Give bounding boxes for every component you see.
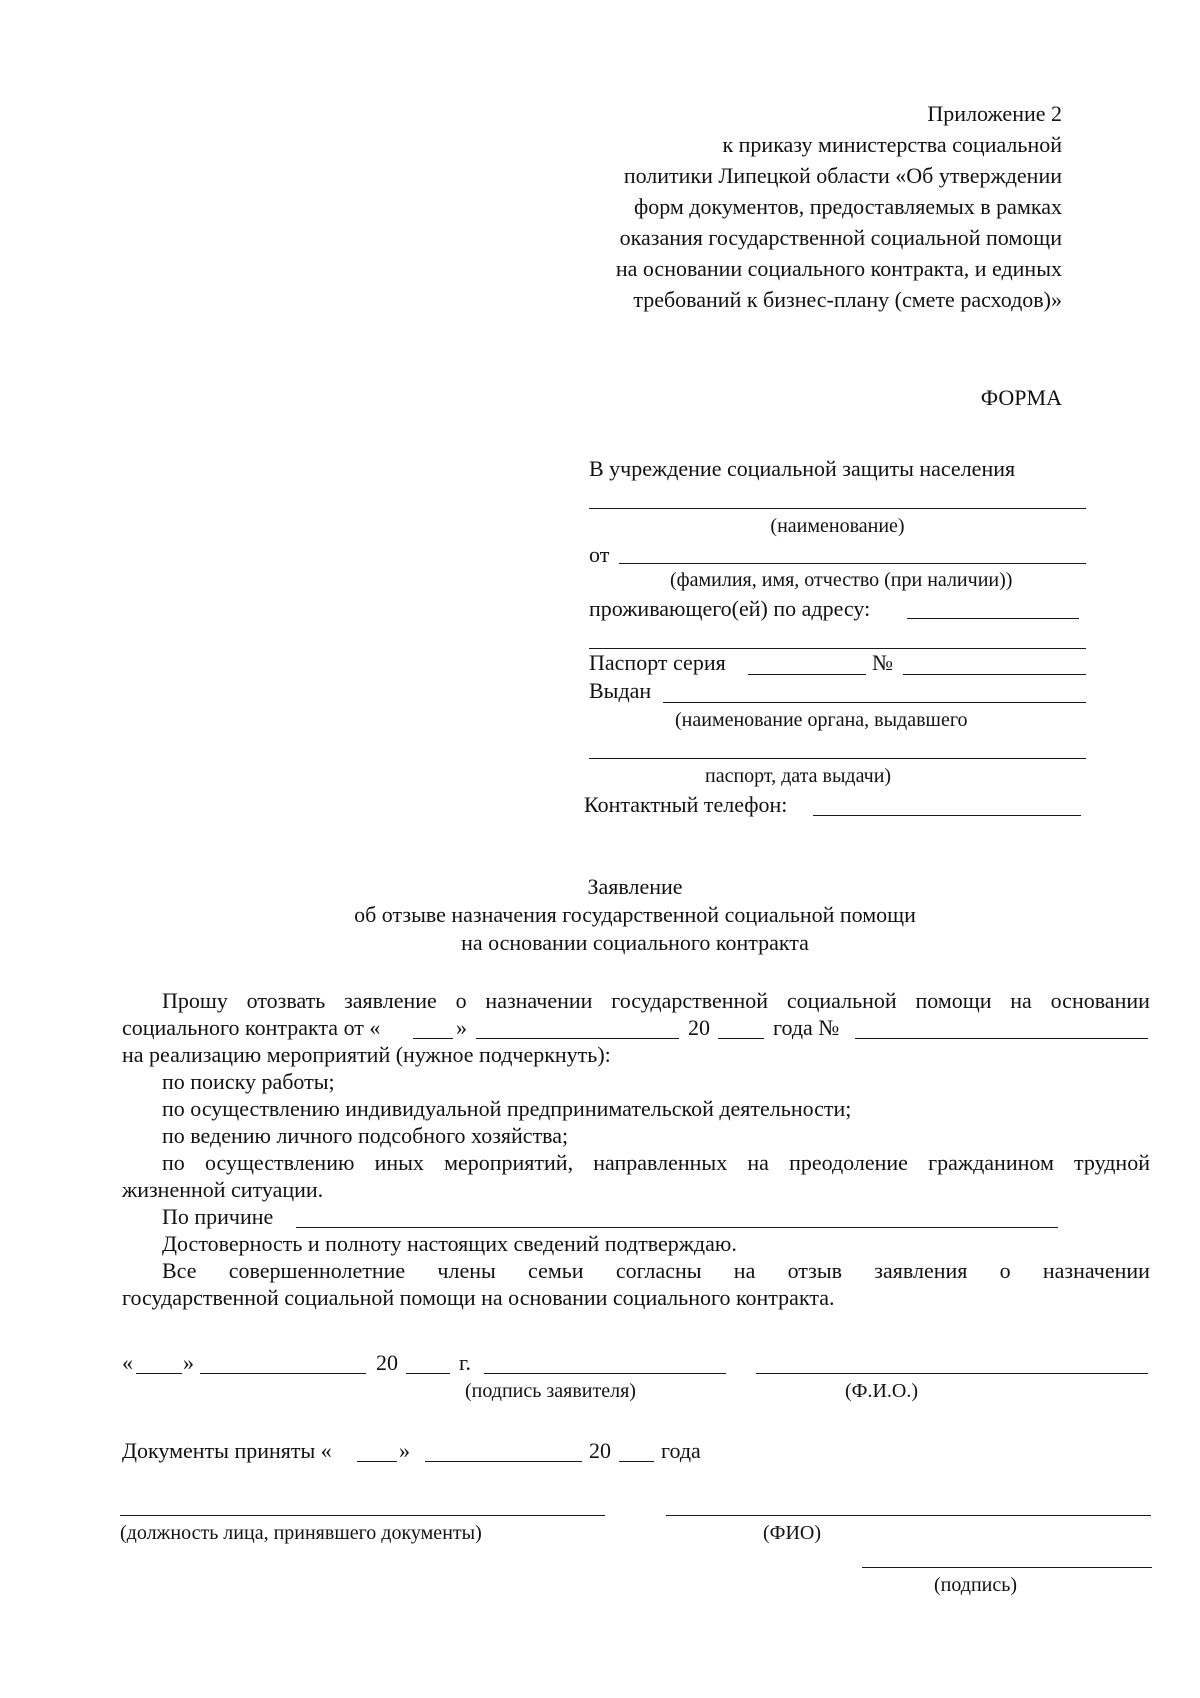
year-suffix: года [661,1438,701,1463]
option-entrepreneurship[interactable]: по осуществлению индивидуальной предпринимательской деятельности; [162,1096,852,1121]
year-suffix: г. [459,1350,472,1375]
reason-label: По причине [162,1204,274,1229]
caption-officer-fio: (ФИО) [763,1522,822,1544]
caption-applicant-signature: (подпись заявителя) [465,1380,636,1402]
paragraph-line: Прошу отозвать заявление о назначении государственной социальной помощи на основании [162,988,1150,1013]
phone-field[interactable] [813,815,1081,816]
institution-name-field[interactable] [589,508,1086,509]
header-line: оказания государственной социальной помощи [619,225,1062,250]
sign-month-field[interactable] [200,1373,366,1374]
year-prefix: 20 [376,1350,398,1375]
reason-field[interactable] [296,1227,1058,1228]
caption-officer-signature: (подпись) [934,1574,1018,1596]
contract-date-text: социального контракта от « [122,1015,381,1040]
contract-month-field[interactable] [476,1038,679,1039]
accept-day-field[interactable] [357,1461,397,1462]
contract-number-field[interactable] [855,1038,1148,1039]
caption-name: (наименование) [770,515,905,537]
header-line: форм документов, предоставляемых в рамках [633,194,1062,219]
title-line: Заявление [587,874,683,899]
passport-series-field[interactable] [748,674,866,675]
applicant-signature-field[interactable] [484,1373,726,1374]
form-label: ФОРМА [980,385,1062,410]
officer-signature-field[interactable] [862,1567,1152,1568]
phone-label: Контактный телефон: [584,792,788,817]
option-household[interactable]: по ведению личного подсобного хозяйства; [162,1123,569,1148]
caption-applicant-fio: (Ф.И.О.) [845,1380,919,1402]
sign-year-field[interactable] [406,1373,450,1374]
caption-issue-date: паспорт, дата выдачи) [705,765,892,787]
officer-fio-field[interactable] [666,1515,1151,1516]
applicant-fio-field[interactable] [619,563,1086,564]
contract-year-field[interactable] [718,1038,764,1039]
option-other-measures[interactable]: по осуществлению иных мероприятий, направленных на преодоление гражданином трудной [162,1150,1150,1175]
option-job-search[interactable]: по поиску работы; [162,1069,335,1094]
accept-year-field[interactable] [619,1461,654,1462]
from-label: от [589,542,610,567]
issued-label: Выдан [589,678,652,703]
header-line: требований к бизнес-плану (смете расходов)» [633,287,1062,312]
quote-close: » [399,1438,410,1463]
header-line: на основании социального контракта, и единых [615,256,1062,281]
officer-position-field[interactable] [120,1515,605,1516]
title-line: об отзыве назначения государственной социальной помощи [354,902,916,927]
address-field[interactable] [907,618,1079,619]
caption-officer-position: (должность лица, принявшего документы) [120,1522,482,1544]
caption-issuer: (наименование органа, выдавшего [675,709,968,731]
applicant-fio-sign-field[interactable] [756,1373,1148,1374]
documents-accepted-label: Документы приняты « [122,1438,332,1463]
quote-open: « [122,1350,133,1375]
year-prefix: 20 [589,1438,611,1463]
sign-day-field[interactable] [136,1373,182,1374]
quote-close: » [456,1015,467,1040]
year-prefix: 20 [688,1015,710,1040]
contract-number-label: года № [773,1015,840,1040]
paragraph-line: государственной социальной помощи на основании социального контракта. [122,1285,835,1310]
paragraph-line: жизненной ситуации. [122,1177,324,1202]
issued-by-field[interactable] [663,702,1086,703]
passport-number-field[interactable] [903,674,1086,675]
header-line: политики Липецкой области «Об утверждении [623,163,1062,188]
address-field-line2[interactable] [589,648,1086,649]
appendix-number: Приложение 2 [927,101,1062,126]
contract-day-field[interactable] [413,1038,453,1039]
passport-series-label: Паспорт серия [589,650,726,675]
title-line: на основании социального контракта [461,930,809,955]
addressee-to: В учреждение социальной защиты населения [589,456,1016,481]
confirm-statement: Достоверность и полноту настоящих сведений подтверждаю. [162,1231,737,1256]
number-sign: № [872,650,893,675]
paragraph-line: Все совершеннолетние члены семьи согласны на отзыв заявления о назначении [162,1258,1150,1283]
paragraph-line: на реализацию мероприятий (нужное подчеркнуть): [122,1042,611,1067]
header-line: к приказу министерства социальной [722,132,1062,157]
issued-by-field-line2[interactable] [589,758,1086,759]
accept-month-field[interactable] [425,1461,582,1462]
address-label: проживающего(ей) по адресу: [589,596,871,621]
caption-fio: (фамилия, имя, отчество (при наличии)) [670,569,1013,591]
quote-close: » [183,1350,194,1375]
